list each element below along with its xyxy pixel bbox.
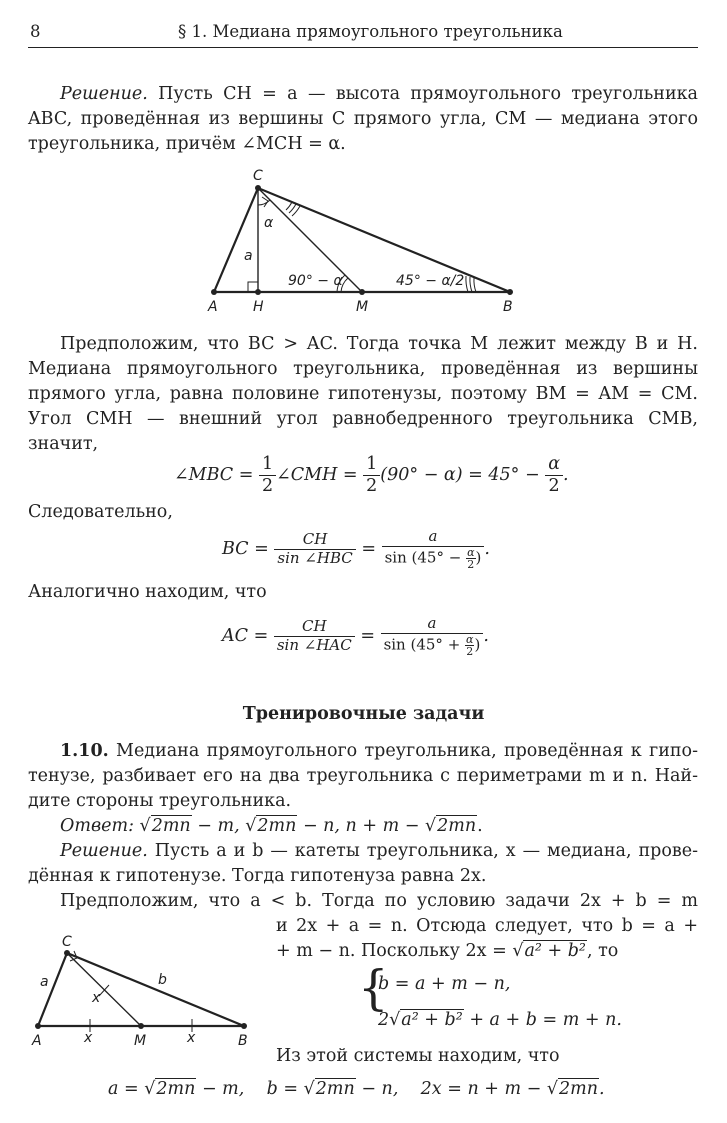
answer-line: Ответ: √2mn − m, √2mn − n, n + m − √2mn. bbox=[60, 816, 483, 836]
eq2-frac1: $\frac{CH}{\text{sin ∠HBC}}$ bbox=[274, 531, 355, 567]
triangle2 bbox=[38, 953, 244, 1026]
angle-arc-b-3 bbox=[474, 278, 476, 292]
solution2-line1: Решение. Пусть a и b — катеты треугольника, x — медиана, прове- bbox=[60, 841, 698, 861]
header-rule bbox=[28, 47, 698, 48]
system-eq2: 2√a² + b² + a + b = m + n. bbox=[378, 1010, 622, 1030]
eq1-alpha-half: $\frac{\alpha}{2}$ bbox=[545, 454, 563, 495]
vertex-h bbox=[255, 289, 261, 295]
vertex2-m bbox=[138, 1023, 144, 1029]
eq1-end: . bbox=[563, 464, 569, 485]
median-x bbox=[67, 953, 141, 1026]
eq1-mid: ∠CMH = bbox=[276, 464, 358, 485]
eq3-end: . bbox=[483, 625, 489, 646]
page-number: 8 bbox=[30, 22, 41, 41]
system-brace: { bbox=[358, 960, 389, 1016]
para2-line5: значит, bbox=[28, 434, 99, 454]
equation-ac bbox=[222, 608, 489, 664]
vertex-b bbox=[507, 289, 513, 295]
problem-line2: тенузе, разбивает его на два треугольника с периметрами m и n. Най- bbox=[28, 766, 698, 786]
consequently-text: Следовательно, bbox=[28, 502, 173, 522]
eq3-eq: = bbox=[360, 625, 375, 646]
para2-line2: Медиана прямоугольного треугольника, проведённая из вершины bbox=[28, 359, 698, 379]
label-h: H bbox=[253, 299, 264, 315]
para2-line4: Угол CMH — внешний угол равнобедренного треугольника CMB, bbox=[28, 409, 698, 429]
eq1-lhs: ∠MBC = bbox=[174, 464, 254, 485]
label-angle-b: 45° − α/2 bbox=[396, 273, 465, 289]
para2-line3: прямого угла, равна половине гипотенузы, поэтому BM = AM = CM. bbox=[28, 384, 698, 404]
angle-arc-c-3 bbox=[292, 206, 300, 216]
label2-c: C bbox=[62, 934, 72, 950]
label2-side-a: a bbox=[40, 974, 49, 990]
problem-line1 bbox=[60, 739, 698, 764]
angle-arc-c-1 bbox=[286, 202, 292, 210]
angle-arc-b-2 bbox=[470, 277, 472, 292]
system-eq1: b = a + m − n, bbox=[378, 974, 511, 994]
solution2-line5: + m − n. Поскольку 2x = √a² + b², то bbox=[276, 941, 619, 961]
vertex-c bbox=[255, 185, 261, 191]
eq1-paren: (90° − α) = 45° − bbox=[380, 464, 540, 485]
eq3-frac1: $\frac{CH}{\text{sin ∠HAC}}$ bbox=[274, 618, 355, 654]
vertex-a bbox=[211, 289, 217, 295]
similarly-text: Аналогично находим, что bbox=[28, 582, 267, 602]
label2-x-median: x bbox=[92, 990, 101, 1006]
eq2-eq: = bbox=[361, 538, 376, 559]
label-alpha: α bbox=[264, 215, 274, 231]
solution1-line2: ABC, проведённая из вершины C прямого угла, CM — медиана этого bbox=[28, 109, 698, 129]
eq2-end: . bbox=[484, 538, 490, 559]
label2-x-am: x bbox=[84, 1030, 93, 1046]
equation-mbc bbox=[174, 452, 569, 498]
figure-triangle-median-x bbox=[26, 930, 266, 1050]
final-result: a = √2mn − m, b = √2mn − n, 2x = n + m − √2mn. bbox=[108, 1079, 605, 1099]
figure-right-triangle-median bbox=[200, 165, 530, 317]
label-m: M bbox=[356, 299, 369, 315]
solution1-lead: Решение. bbox=[60, 84, 148, 104]
label-side-a: a bbox=[244, 248, 253, 264]
running-header: § 1. Медиана прямоугольного треугольника bbox=[178, 22, 563, 41]
solution1-line1 bbox=[60, 82, 698, 107]
vertex2-b bbox=[241, 1023, 247, 1029]
section-title: Тренировочные задачи bbox=[242, 704, 485, 724]
label-c: C bbox=[253, 168, 263, 184]
answer-lead: Ответ: bbox=[60, 816, 134, 836]
problem-text1: Медиана прямоугольного треугольника, проведённая к гипо- bbox=[116, 741, 698, 761]
vertex2-a bbox=[35, 1023, 41, 1029]
label2-m: M bbox=[134, 1033, 147, 1049]
label-angle-cmh: 90° − α bbox=[288, 273, 343, 289]
vertex-m bbox=[359, 289, 365, 295]
solution1-text: Пусть CH = a — высота прямоугольного треугольника bbox=[158, 84, 698, 104]
solution2-lead: Решение. bbox=[60, 841, 148, 861]
label-a: A bbox=[208, 299, 218, 315]
from-system-text: Из этой системы находим, что bbox=[276, 1046, 560, 1066]
eq3-lhs: AC = bbox=[222, 625, 269, 646]
angle-arc-b-1 bbox=[466, 276, 468, 292]
eq1-half: $\frac{1}{2}$ bbox=[259, 454, 276, 495]
eq1-half2: $\frac{1}{2}$ bbox=[363, 454, 380, 495]
label2-b: B bbox=[238, 1033, 248, 1049]
eq3-frac2: a sin (45° + $\frac{\alpha}{2}$ ) bbox=[381, 615, 484, 656]
label-b: B bbox=[503, 299, 513, 315]
solution1-line3: треугольника, причём ∠MCH = α. bbox=[28, 134, 346, 154]
label2-x-mb: x bbox=[187, 1030, 196, 1046]
label2-a: A bbox=[32, 1033, 42, 1049]
eq2-lhs: BC = bbox=[222, 538, 269, 559]
problem-line3: дите стороны треугольника. bbox=[28, 791, 292, 811]
solution2-line2: дённая к гипотенузе. Тогда гипотенуза равна 2x. bbox=[28, 866, 487, 886]
equation-bc bbox=[222, 521, 490, 577]
solution2-line3: Предположим, что a < b. Тогда по условию задачи 2x + b = m bbox=[60, 891, 698, 911]
eq2-frac2: a sin (45° − $\frac{\alpha}{2}$ ) bbox=[382, 528, 485, 569]
problem-number: 1.10. bbox=[60, 741, 109, 761]
solution2-line4: и 2x + a = n. Отсюда следует, что b = a + bbox=[276, 916, 698, 936]
label2-side-b: b bbox=[158, 972, 167, 988]
vertex2-c bbox=[64, 950, 70, 956]
para2-line1: Предположим, что BC > AC. Тогда точка M лежит между B и H. bbox=[60, 334, 698, 354]
